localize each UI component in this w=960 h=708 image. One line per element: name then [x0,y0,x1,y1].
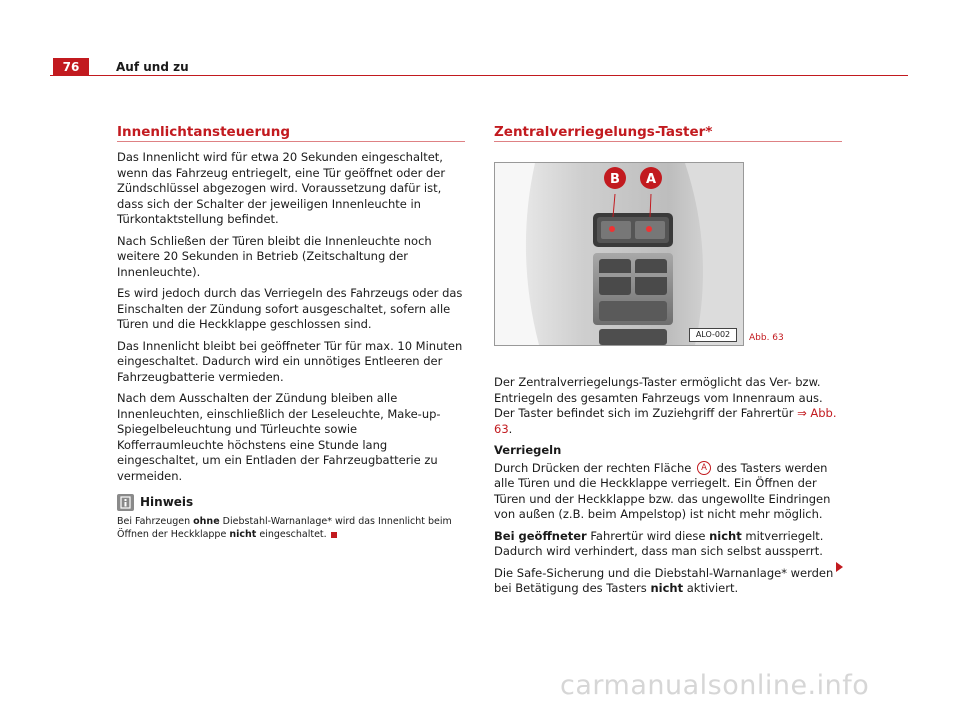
figure-code: ALO-002 [689,328,737,342]
paragraph: Durch Drücken der rechten Fläche A des Tasters werden alle Türen und die Heckklappe verriegelt. Ein Öffnen der Türen und der Heckklappe bzw. das ungewollte Eindringen von außen (z.B. beim Ampelstop) ist nicht mehr möglich. [494,460,831,521]
paragraph: Nach Schließen der Türen bleibt die Innenleuchte noch weitere 20 Sekunden in Betrieb (Zeitschaltung der Innenleuchte). [117,233,432,279]
figure-ref-link[interactable]: Abb. 63 [494,406,837,436]
paragraph: Bei geöffneter Fahrertür wird diese nicht mitverriegelt. Dadurch wird verhindert, dass man sich selbst aussperrt. [494,528,824,558]
section-title-zentralverriegelung: Zentralverriegelungs-Taster* [494,124,713,140]
paragraph: Die Safe-Sicherung und die Diebstahl-Warnanlage* werden bei Betätigung des Tasters nicht aktiviert. [494,565,834,595]
paragraph: Das Innenlicht bleibt bei geöffneter Tür für max. 10 Minuten eingeschaltet. Dadurch wird ein unnötiges Entleeren der Fahrzeugbatterie vermieden. [117,338,463,384]
door-switch-figure [494,162,744,346]
header-rule [50,75,908,76]
end-mark-icon [331,532,337,538]
left-column [117,150,467,541]
subheading-verriegeln: Verriegeln [494,443,562,457]
watermark: carmanualsonline.info [560,670,870,701]
paragraph: Nach dem Ausschalten der Zündung bleiben alle Innenleuchten, einschließlich der Leseleuchte, Make-up-Spiegelbeleuchtung und Türleuchte sowie Kofferraumleuchte höchstens eine Stunde lang eingeschaltet, um ein Entladen der Fahrzeugbatterie zu vermeiden. [117,391,441,483]
figure-label-b: B [610,172,620,187]
section-rule-left [117,141,465,142]
section-rule-right [494,141,842,142]
right-column [494,375,846,603]
note-title: Hinweis [140,494,194,509]
paragraph: Es wird jedoch durch das Verriegeln des Fahrzeugs oder das Einschalten der Zündung sofort ausgeschaltet, sofern alle Türen und die Heckklappe geschlossen sind. [117,286,463,331]
note-header [117,494,467,511]
figure-label-a: A [645,172,657,187]
note-text: Bei Fahrzeugen ohne Diebstahl-Warnanlage* wird das Innenlicht beim Öffnen der Heckklappe nicht eingeschaltet. [117,516,452,540]
chapter-title: Auf und zu [116,60,189,74]
info-icon [117,494,134,511]
figure-caption: Abb. 63 [749,333,784,343]
label-a-icon: A [697,461,711,475]
next-page-arrow-icon [836,562,843,572]
paragraph: Der Zentralverriegelungs-Taster ermöglicht das Ver- bzw. Entriegeln des gesamten Fahrzeugs vom Innenraum aus. Der Taster befindet sich im Zuziehgriff der Fahrertür ⇒ Abb. 63. [494,375,837,436]
section-title-innenlicht: Innenlichtansteuerung [117,124,291,140]
page-number: 76 [53,58,89,76]
paragraph: Das Innenlicht wird für etwa 20 Sekunden eingeschaltet, wenn das Fahrzeug entriegelt, eine Tür geöffnet oder der Zündschlüssel abgezogen wird. Voraussetzung dafür ist, dass sich der Schalter der jeweiligen Innenleuchte in Türkontaktstellung befindet. [117,150,446,226]
